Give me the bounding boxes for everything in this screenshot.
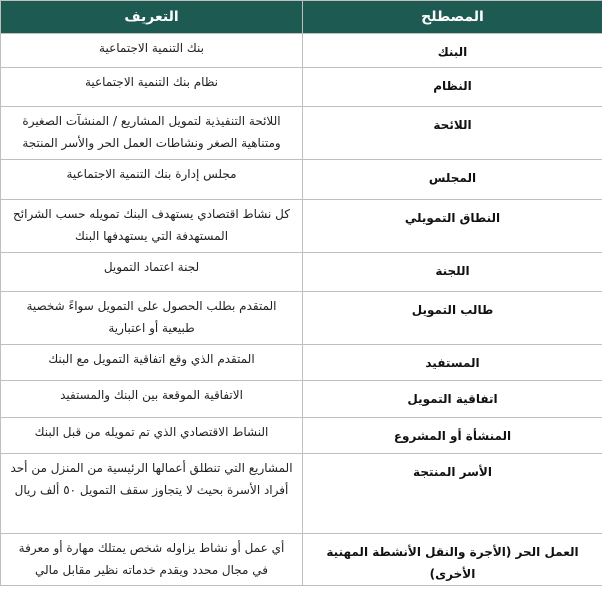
table-row bbox=[1, 345, 602, 381]
table-row bbox=[1, 292, 602, 345]
table-row bbox=[1, 534, 602, 586]
table-row bbox=[1, 107, 602, 160]
term-cell: النظام bbox=[303, 68, 602, 107]
term-cell: المنشأة أو المشروع bbox=[303, 418, 602, 454]
table-header-row bbox=[1, 1, 602, 34]
definition-cell: المتقدم الذي وقع اتفاقية التمويل مع البنك bbox=[1, 345, 303, 381]
table-row bbox=[1, 200, 602, 253]
term-column-header: المصطلح bbox=[303, 1, 602, 34]
term-cell: اللائحة bbox=[303, 107, 602, 160]
term-cell: طالب التمويل bbox=[303, 292, 602, 345]
definition-cell: النشاط الاقتصادي الذي تم تمويله من قبل البنك bbox=[1, 418, 303, 454]
table-row bbox=[1, 253, 602, 292]
term-cell: اللجنة bbox=[303, 253, 602, 292]
definition-cell: بنك التنمية الاجتماعية bbox=[1, 34, 303, 68]
table-row bbox=[1, 34, 602, 68]
term-cell: المستفيد bbox=[303, 345, 602, 381]
term-cell: الأسر المنتجة bbox=[303, 454, 602, 534]
term-cell: العمل الحر (الأجرة والنقل الأنشطة المهنية الأخرى) bbox=[303, 534, 602, 586]
definition-cell: أي عمل أو نشاط يزاوله شخص يمتلك مهارة أو معرفة في مجال محدد ويقدم خدماته نظير مقابل مالي bbox=[1, 534, 303, 586]
definition-cell: كل نشاط اقتصادي يستهدف البنك تمويله حسب الشرائح المستهدفة التي يستهدفها البنك bbox=[1, 200, 303, 253]
table-row bbox=[1, 454, 602, 534]
table-row bbox=[1, 160, 602, 200]
definition-cell: الاتفاقية الموقعة بين البنك والمستفيد bbox=[1, 381, 303, 418]
table-row bbox=[1, 68, 602, 107]
definition-cell: المشاريع التي تنطلق أعمالها الرئيسية من المنزل من أحد أفراد الأسرة بحيث لا يتجاوز سقف التمويل ٥٠ ألف ريال bbox=[1, 454, 303, 534]
definition-cell: نظام بنك التنمية الاجتماعية bbox=[1, 68, 303, 107]
table-row bbox=[1, 418, 602, 454]
definition-column-header: التعريف bbox=[1, 1, 303, 34]
term-cell: البنك bbox=[303, 34, 602, 68]
term-cell: اتفاقية التمويل bbox=[303, 381, 602, 418]
term-cell: المجلس bbox=[303, 160, 602, 200]
definition-cell: مجلس إدارة بنك التنمية الاجتماعية bbox=[1, 160, 303, 200]
definition-cell: لجنة اعتماد التمويل bbox=[1, 253, 303, 292]
definition-cell: المتقدم بطلب الحصول على التمويل سواءً شخصية طبيعية أو اعتبارية bbox=[1, 292, 303, 345]
table-row bbox=[1, 381, 602, 418]
term-cell: النطاق التمويلي bbox=[303, 200, 602, 253]
definition-cell: اللائحة التنفيذية لتمويل المشاريع / المنشآت الصغيرة ومتناهية الصغر ونشاطات العمل الحر والأسر المنتجة bbox=[1, 107, 303, 160]
